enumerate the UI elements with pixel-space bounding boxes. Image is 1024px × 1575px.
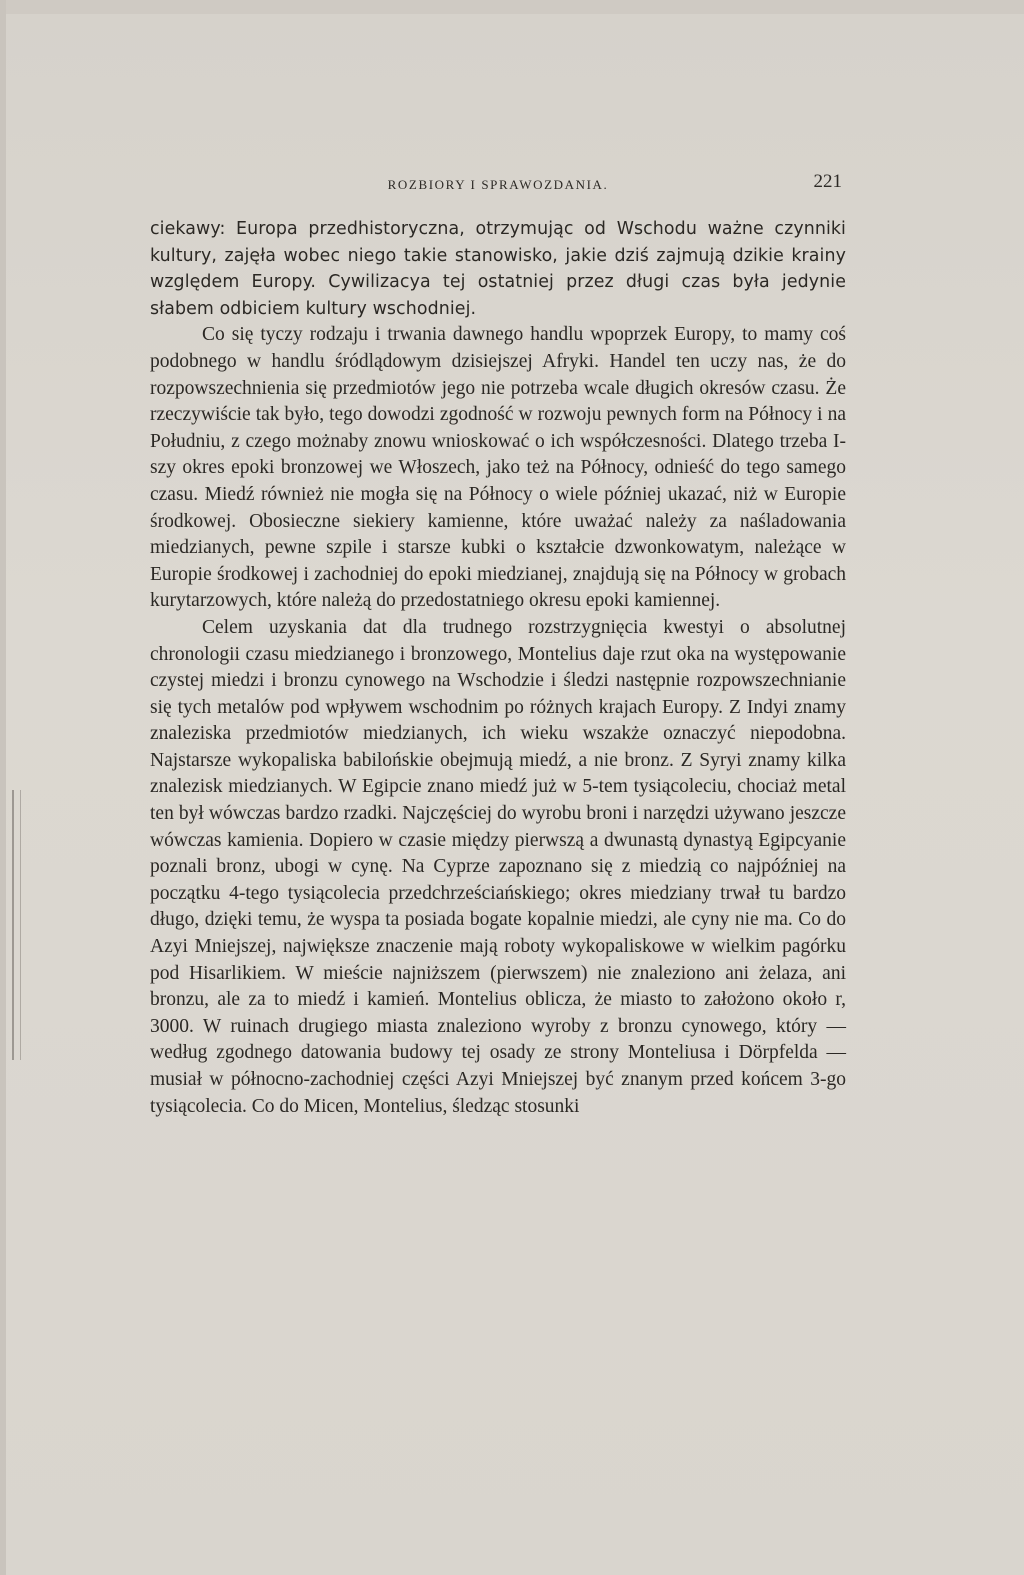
binding-mark — [12, 790, 21, 1060]
paragraph-1: ciekawy: Europa przedhistoryczna, otrzymując od Wschodu ważne czynniki kultury, zajęła wobec niego takie stanowisko, jakie dziś zajmują dzikie krainy względem Europy. Cywilizacya tej ostatniej przez długi czas była jedynie słabem odbiciem kultury wschodniej. — [150, 219, 846, 319]
scan-top-edge — [0, 0, 1024, 14]
page-number: 221 — [813, 171, 842, 192]
scan-left-edge — [0, 0, 6, 1575]
paragraph-2: Co się tyczy rodzaju i trwania dawnego handlu wpoprzek Europy, to mamy coś podobnego w handlu śródlądowym dzisiejszej Afryki. Handel ten uczy nas, że do rozpowszechnienia się przedmiotów jego nie potrzeba wcale długich okresów czasu. Że rzeczywiście tak było, tego dowodzi zgodność w rozwoju pewnych form na Północy i na Południu, z czego możnaby znowu wnioskować o ich współczesności. Dlatego trzeba I-szy okres epoki bronzowej we Włoszech, jako też na Północy, odnieść do tego samego czasu. Miedź również nie mogła się na Północy o wiele później ukazać, niż w Europie środkowej. Obosieczne siekiery kamienne, które uważać należy za naśladowania miedzianych, pewne szpile i starsze kubki o kształcie dzwonkowatym, należące w Europie środkowej i zachodniej do epoki miedzianej, znajdują się na Północy w grobach kurytarzowych, które należą do przedostatniego okresu epoki kamiennej. — [150, 324, 846, 612]
running-head: ROZBIORY I SPRAWOZDANIA. — [387, 177, 609, 192]
body-text — [150, 216, 846, 1120]
page-header — [150, 173, 846, 197]
paragraph-3: Celem uzyskania dat dla trudnego rozstrzygnięcia kwestyi o absolutnej chronologii czasu miedzianego i bronzowego, Montelius daje rzut oka na występowanie czystej miedzi i bronzu cynowego na Wschodzie i śledzi następnie rozpowszechnianie się tych metalów pod wpływem wschodnim po różnych krajach Europy. Z Indyi znamy znaleziska przedmiotów miedzianych, ich wieku wszakże oznaczyć niepodobna. Najstarsze wykopaliska babilońskie obejmują miedź, a nie bronz. Z Syryi znamy kilka znalezisk miedzianych. W Egipcie znano miedź już w 5-tem tysiącoleciu, chociaż metal ten był wówczas bardzo rzadki. Najczęściej do wyrobu broni i narzędzi używano jeszcze wówczas kamienia. Dopiero w czasie między pierwszą a dwunastą dynastyą Egipcyanie poznali bronz, ubogi w cynę. Na Cyprze zapoznano się z miedzią co najpóźniej na początku 4-tego tysiącolecia przedchrześciańskiego; okres miedziany trwał tu bardzo długo, dzięki temu, że wyspa ta posiada bogate kopalnie miedzi, ale cyny nie ma. Co do Azyi Mniejszej, największe znaczenie mają roboty wykopaliskowe w wielkim pagórku pod Hisarlikiem. W mieście najniższem (pierwszem) nie znaleziono ani żelaza, ani bronzu, ale za to miedź i kamień. Montelius oblicza, że miasto to założono około r, 3000. W ruinach drugiego miasta znaleziono wyroby z bronzu cynowego, który — według zgodnego datowania budowy tej osady ze strony Monteliusa i Dörpfelda — musiał w północno-zachodniej części Azyi Mniejszej być znanym przed końcem 3-go tysiącolecia. Co do Micen, Montelius, śledząc stosunki — [150, 616, 846, 1117]
